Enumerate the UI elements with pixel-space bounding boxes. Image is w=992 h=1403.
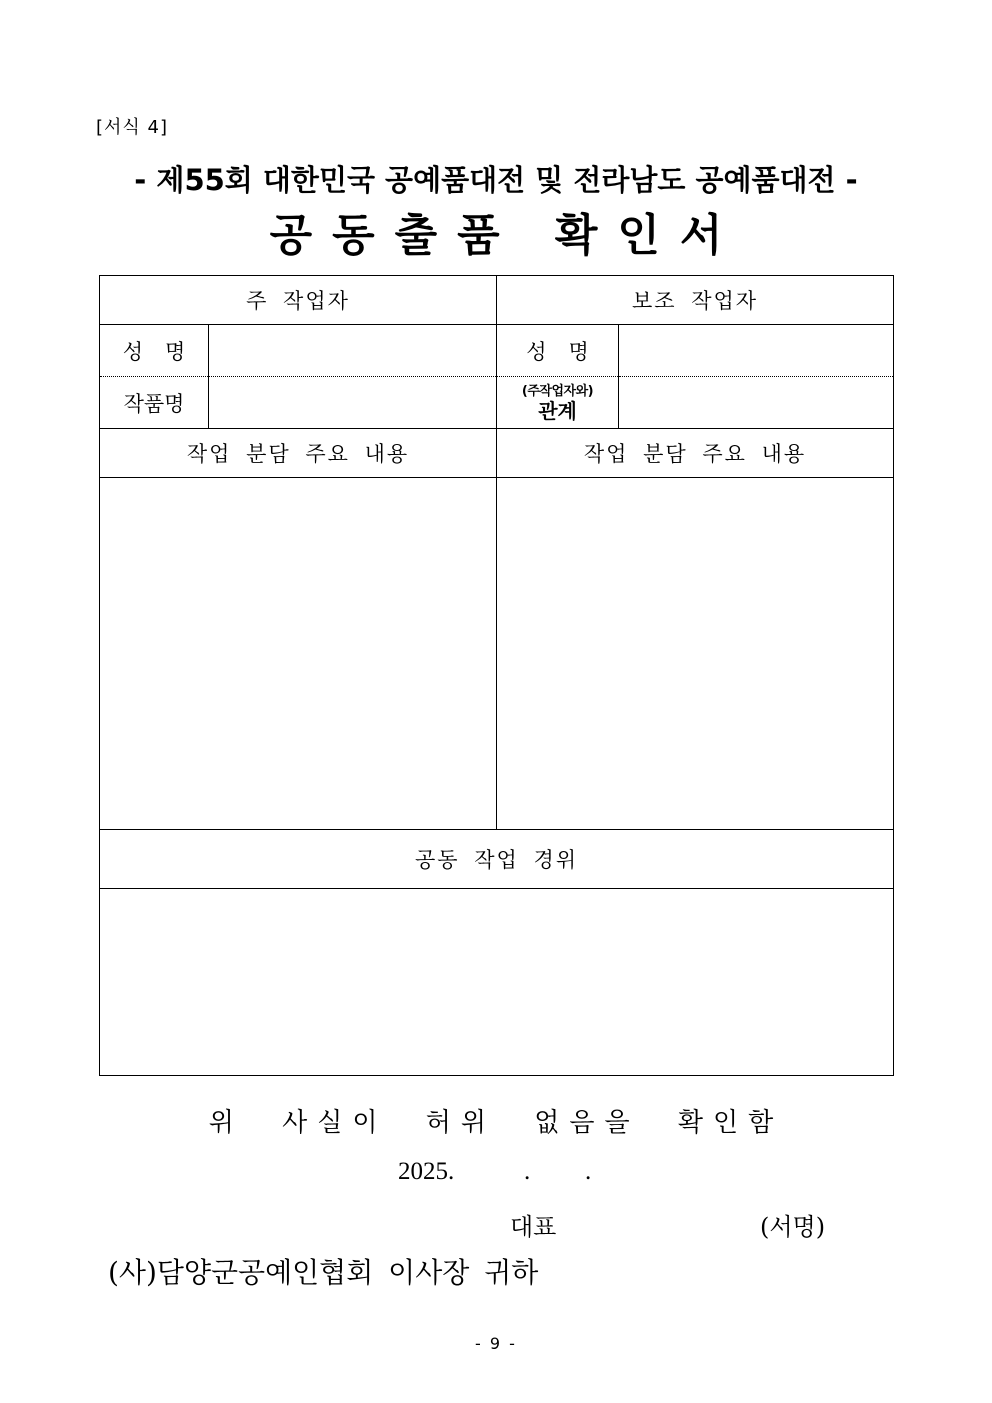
work-title-field[interactable] [209,377,497,429]
name-label-left: 성명 [100,325,209,377]
history-header: 공동 작업 경위 [100,830,894,889]
document-title: 공동출품 확인서 [269,210,743,261]
assistant-worker-header: 보조 작업자 [497,276,894,325]
relation-label [497,377,619,429]
confirm-statement: 위 사실이 허위 없음을 확인함 [208,1108,784,1138]
duty-header-left: 작업 분담 주요 내용 [100,429,497,478]
date-day-separator: . [585,1158,592,1185]
work-title-label: 작품명 [100,377,209,429]
form-code: [서식 4] [96,117,168,138]
main-worker-name-field[interactable] [209,325,497,377]
main-worker-duty-field[interactable] [100,478,497,830]
relation-label-text: 관계 [538,398,577,423]
representative-label: 대표 [510,1213,557,1241]
history-field[interactable] [100,889,894,1076]
name-label-right: 성명 [497,325,619,377]
relation-field[interactable] [619,377,894,429]
assistant-worker-duty-field[interactable] [497,478,894,830]
signature-label: (서명) [760,1213,826,1241]
main-worker-header: 주 작업자 [100,276,497,325]
co-exhibit-form-table [99,275,894,1076]
duty-header-right: 작업 분담 주요 내용 [497,429,894,478]
page-number: - 9 - [475,1334,517,1353]
document-subtitle: - 제55회 대한민국 공예품대전 및 전라남도 공예품대전 - [134,163,858,197]
date-year: 2025. [398,1158,455,1185]
assistant-worker-name-field[interactable] [619,325,894,377]
relation-note: (주작업자와) [521,383,594,399]
recipient: (사)담양군공예인협회 이사장 귀하 [108,1256,539,1289]
date-month-separator: . [524,1158,531,1185]
